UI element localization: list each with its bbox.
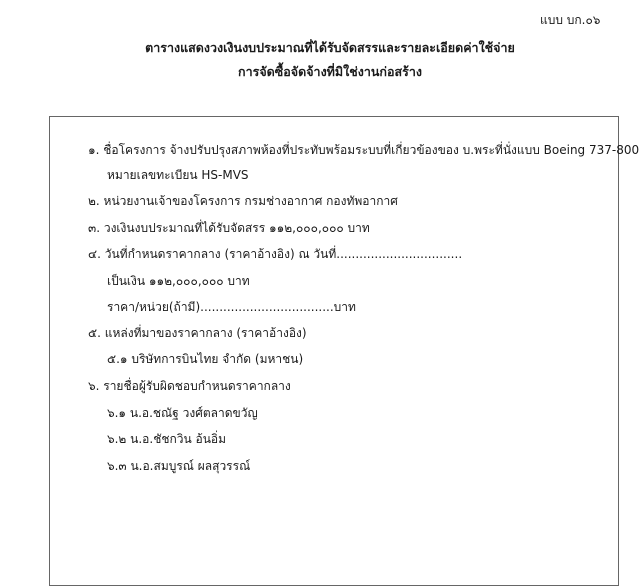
- item-2-owner-unit: ๒. หน่วยงานเจ้าของโครงการ กรมช่างอากาศ กองทัพอากาศ: [88, 194, 398, 208]
- document-title: ตารางแสดงวงเงินงบประมาณที่ได้รับจัดสรรและรายละเอียดค่าใช้จ่าย: [145, 40, 515, 55]
- item-6-responsible: ๖. รายชื่อผู้รับผิดชอบกำหนดราคากลาง: [88, 379, 291, 393]
- item-6-2-person: ๖.๒ น.อ.ชัชกวิน อ้นอิ่ม: [107, 432, 227, 446]
- item-1-registration: หมายเลขทะเบียน HS-MVS: [107, 168, 249, 182]
- document-subtitle: การจัดซื้อจัดจ้างที่มิใช่งานก่อสร้าง: [238, 64, 422, 79]
- item-1-project-name: ๑. ชื่อโครงการ จ้างปรับปรุงสภาพห้องที่ประทับพร้อมระบบที่เกี่ยวข้องของ บ.พระที่นั่งแบบ Boeing 737-800: [88, 143, 640, 157]
- item-4-reference-date: ๔. วันที่กำหนดราคากลาง (ราคาอ้างอิง) ณ วันที่.................................: [88, 247, 463, 261]
- form-code: แบบ บก.๐๖: [540, 13, 601, 27]
- item-6-3-person: ๖.๓ น.อ.สมบูรณ์ ผลสุวรรณ์: [107, 459, 251, 473]
- item-5-price-source: ๕. แหล่งที่มาของราคากลาง (ราคาอ้างอิง): [88, 326, 307, 340]
- item-3-budget: ๓. วงเงินงบประมาณที่ได้รับจัดสรร ๑๑๒,๐๐๐,๐๐๐ บาท: [88, 221, 370, 235]
- item-6-1-person: ๖.๑ น.อ.ชณัฐ วงศ์ตลาดขวัญ: [107, 406, 258, 420]
- item-5-1-source: ๕.๑ บริษัทการบินไทย จำกัด (มหาชน): [107, 352, 304, 366]
- item-4-amount: เป็นเงิน ๑๑๒,๐๐๐,๐๐๐ บาท: [107, 274, 250, 288]
- item-4-unit-price: ราคา/หน่วย(ถ้ามี)...................................บาท: [107, 300, 356, 314]
